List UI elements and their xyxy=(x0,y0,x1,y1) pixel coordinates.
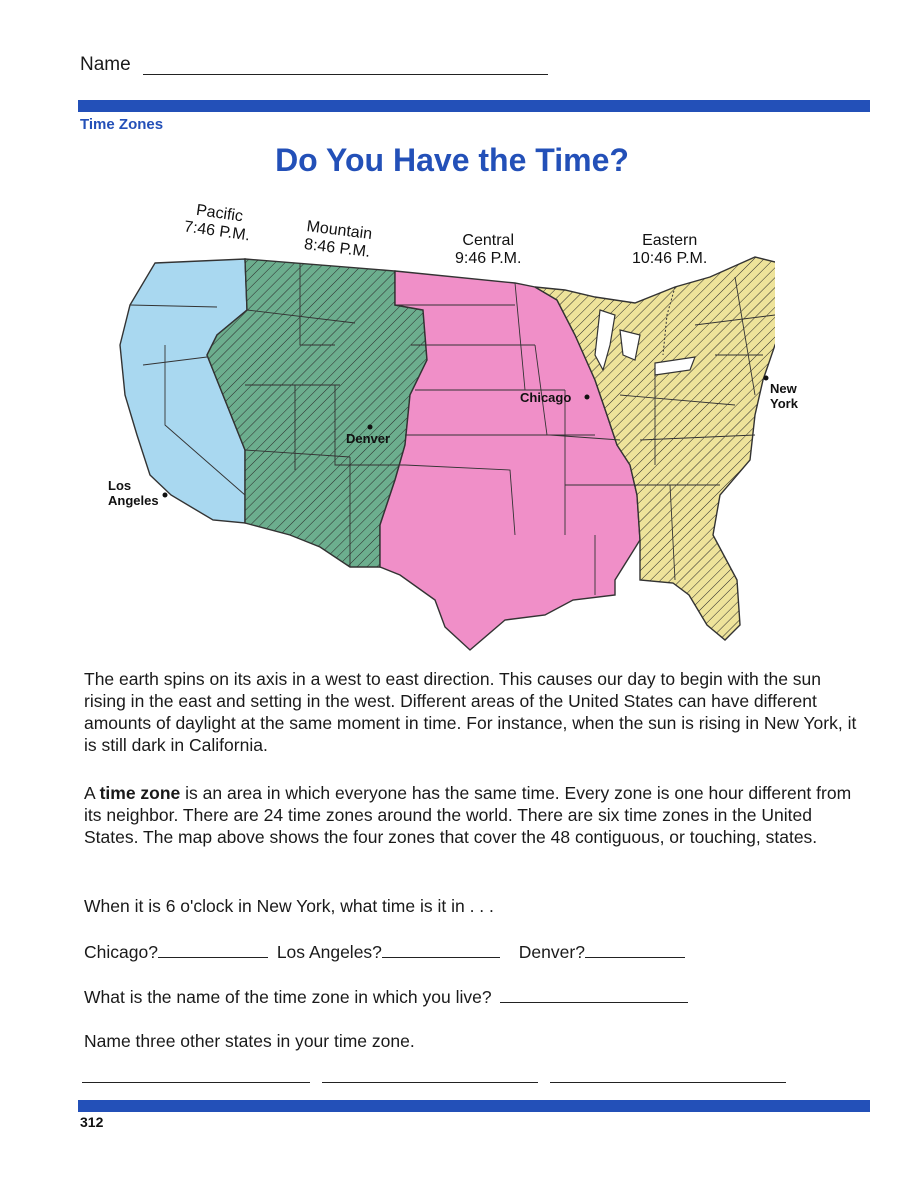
page-title: Do You Have the Time? xyxy=(275,142,629,178)
name-field[interactable] xyxy=(143,74,548,75)
new-york-dot xyxy=(764,376,769,381)
question-cities-row xyxy=(84,941,685,963)
new-york-line1: New xyxy=(770,381,797,396)
central-label xyxy=(455,232,521,268)
question-your-zone: What is the name of the time zone in which you live? xyxy=(84,987,492,1007)
los-angeles-dot xyxy=(163,493,168,498)
page-number: 312 xyxy=(80,1114,104,1130)
denver-prompt: Denver? xyxy=(518,942,585,962)
p2-post: is an area in which everyone has the same time. Every zone is one hour different from its neighbor. There are 24 time zones around the world. There are six time zones in the United States. The map above shows the four zones that cover the 48 contiguous, or touching, states. xyxy=(84,783,852,847)
eastern-time: 10:46 P.M. xyxy=(632,250,708,267)
paragraph-time-zone xyxy=(84,782,864,848)
term-time-zone: time zone xyxy=(99,783,181,803)
paragraph-earth-spin: The earth spins on its axis in a west to east direction. This causes our day to begin with the sun rising in the east and setting in the west. Different areas of the United States can have different amounts of daylight at the same moment in time. For instance, when the sun is rising in New York, it is still dark in California. xyxy=(84,669,857,755)
chicago-answer-field[interactable] xyxy=(158,941,268,958)
central-name: Central xyxy=(462,232,514,249)
los-angeles-label xyxy=(108,478,159,508)
los-angeles-line1: Los xyxy=(108,478,132,493)
top-divider-bar xyxy=(78,100,870,112)
p2-pre: A xyxy=(84,783,100,803)
state-answer-field-3[interactable] xyxy=(550,1082,786,1083)
eastern-name: Eastern xyxy=(642,232,698,249)
mountain-name: Mountain xyxy=(305,218,374,244)
eastern-label xyxy=(632,232,707,268)
name-label: Name xyxy=(80,54,131,75)
denver-dot xyxy=(368,425,373,430)
central-time: 9:46 P.M. xyxy=(455,250,522,267)
pacific-name: Pacific xyxy=(195,201,245,226)
question-three-states: Name three other states in your time zone. xyxy=(84,1031,415,1051)
los-angeles-line2: Angeles xyxy=(108,493,159,508)
section-label: Time Zones xyxy=(80,116,164,133)
question-your-zone-row xyxy=(84,986,688,1008)
los-angeles-answer-field[interactable] xyxy=(382,941,500,958)
your-zone-answer-field[interactable] xyxy=(500,986,688,1003)
bottom-divider-bar xyxy=(78,1100,870,1112)
state-answer-field-2[interactable] xyxy=(322,1082,538,1083)
chicago-label: Chicago xyxy=(520,390,572,405)
new-york-label xyxy=(770,381,798,411)
denver-label: Denver xyxy=(346,431,391,446)
denver-answer-field[interactable] xyxy=(585,941,685,958)
state-answer-field-1[interactable] xyxy=(82,1082,310,1083)
chicago-dot xyxy=(585,395,590,400)
pacific-time: 7:46 P.M. xyxy=(182,218,252,245)
chicago-prompt: Chicago? xyxy=(84,942,158,962)
mountain-time: 8:46 P.M. xyxy=(303,235,372,261)
question-new-york: When it is 6 o'clock in New York, what time is it in . . . xyxy=(84,896,494,916)
new-york-line2: York xyxy=(770,396,798,411)
los-angeles-prompt: Los Angeles? xyxy=(276,942,382,962)
